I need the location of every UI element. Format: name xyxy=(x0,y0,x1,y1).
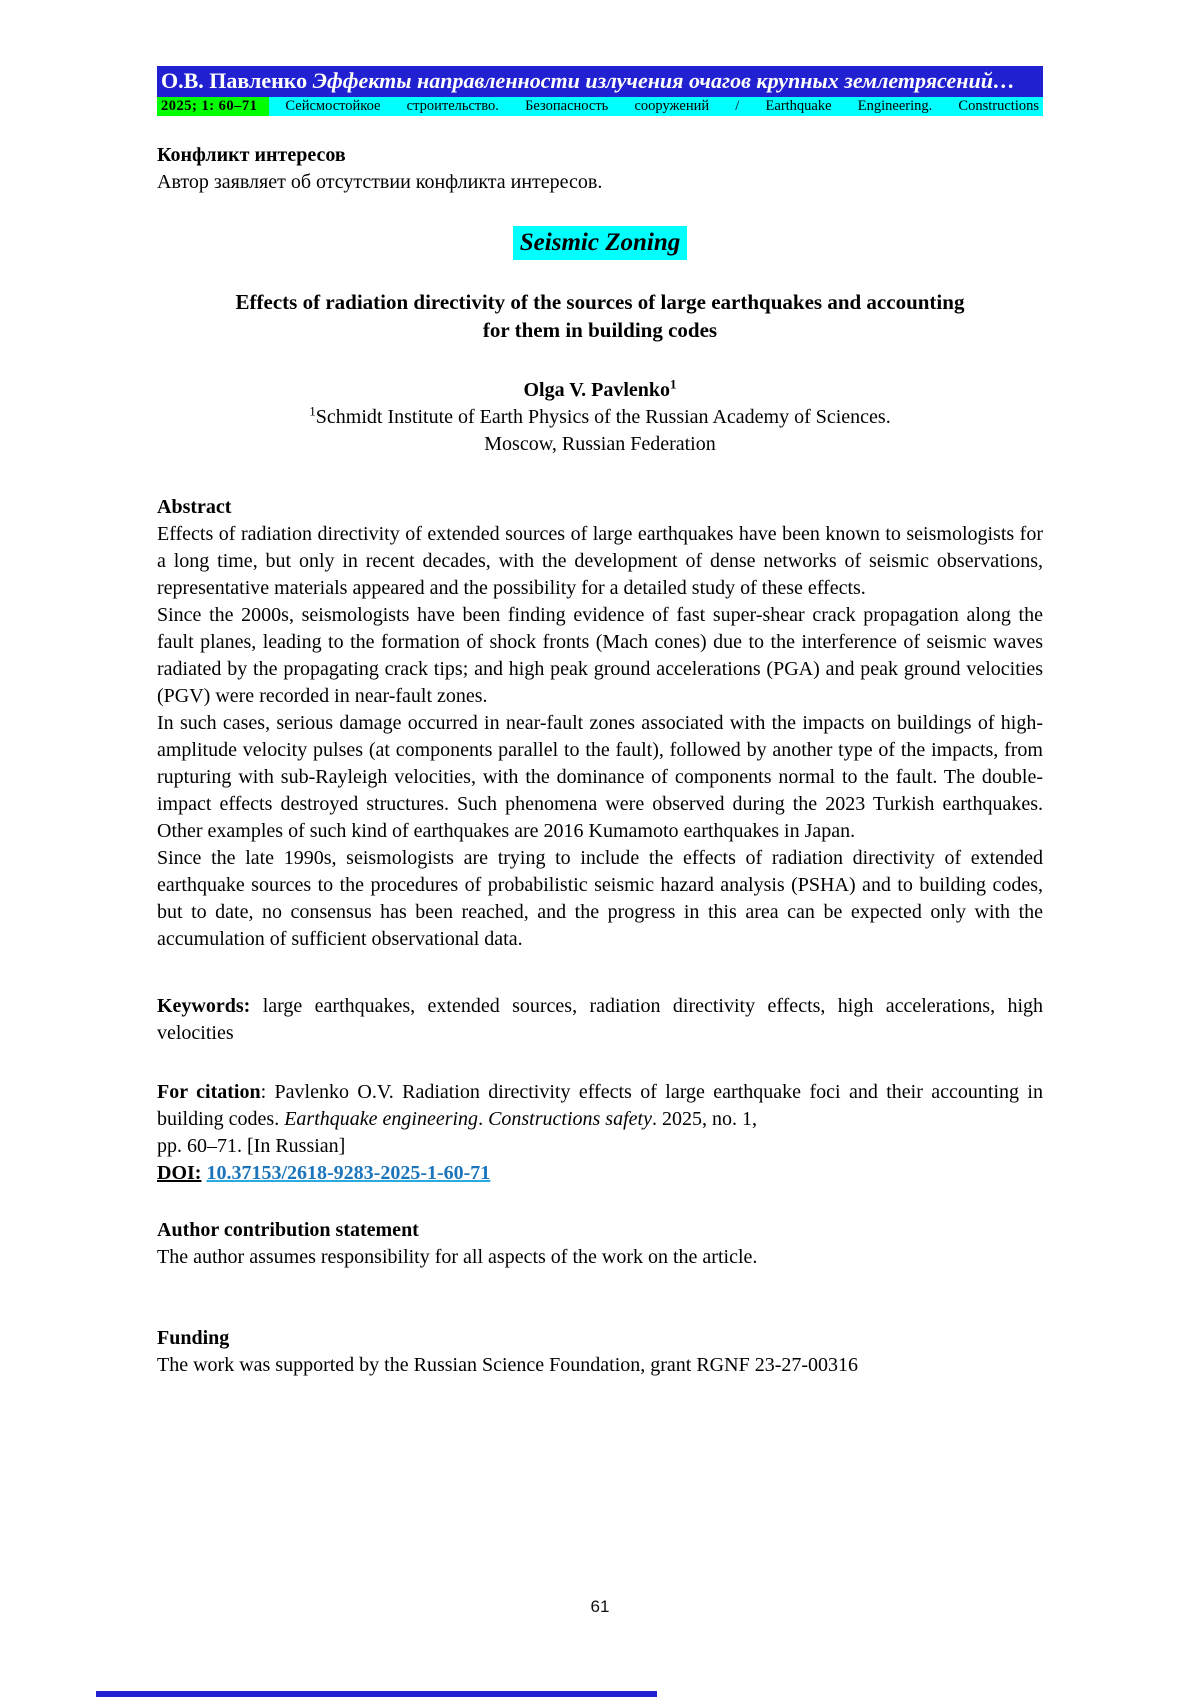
running-head-author: О.В. Павленко xyxy=(161,68,313,93)
conflict-of-interest-heading: Конфликт интересов xyxy=(157,144,346,166)
abstract-heading: Abstract xyxy=(157,496,232,518)
page-number: 61 xyxy=(590,1597,610,1616)
affiliation-city: Moscow, Russian Federation xyxy=(484,433,716,455)
citation-text-2: . 2025, no. 1, xyxy=(651,1108,757,1130)
article-title-line2: for them in building codes xyxy=(482,318,718,342)
section-label-row xyxy=(157,226,1043,260)
citation-pages-line: pp. 60–71. [In Russian] xyxy=(157,1135,346,1157)
doi-link[interactable]: 10.37153/2618-9283-2025-1-60-71 xyxy=(206,1162,491,1184)
section-label: Seismic Zoning xyxy=(513,226,687,260)
journal-name: Сейсмостойкое строительство. Безопасность сооружений / Earthquake Engineering. Constructions xyxy=(285,98,1039,114)
affiliation-name: Schmidt Institute of Earth Physics of the Russian Academy of Sciences. xyxy=(315,406,891,428)
citation-text-1: : Pavlenko O.V. Radiation directivity effects of large earthquake foci and their accounting in building codes. xyxy=(157,1081,1043,1130)
author-name: Olga V. Pavlenko xyxy=(523,379,670,401)
running-head-article-title: Эффекты направленности излучения очагов крупных землетрясений… xyxy=(312,68,1015,93)
citation-journal-en: Earthquake engineering xyxy=(284,1108,479,1130)
abstract-paragraph: Effects of radiation directivity of extended sources of large earthquakes have been known to seismologists for a long time, but only in recent decades, with the development of dense networks of seismic observations, representative materials appeared and the possibility for a detailed study of these effects. xyxy=(157,523,1043,599)
doi-line xyxy=(157,1160,1043,1187)
citation-block xyxy=(157,1079,1043,1133)
author-contribution-body: The author assumes responsibility for all aspects of the work on the article. xyxy=(157,1246,758,1268)
funding-heading: Funding xyxy=(157,1327,230,1349)
keywords-text: large earthquakes, extended sources, radiation directivity effects, high accelerations, high velocities xyxy=(157,995,1043,1044)
content-column xyxy=(157,66,1043,1379)
keywords-label: Keywords: xyxy=(157,995,251,1017)
abstract-paragraph: In such cases, serious damage occurred in near-fault zones associated with the impacts on buildings of high-amplitude velocity pulses (at components parallel to the fault), followed by another type of the impacts, from rupturing with sub-Rayleigh velocities, with the dominance of components normal to the fault. The double-impact effects destroyed structures. Such phenomena were observed during the 2023 Turkish earthquakes. Other examples of such kind of earthquakes are 2016 Kumamoto earthquakes in Japan. xyxy=(157,712,1043,842)
abstract-paragraph: Since the late 1990s, seismologists are trying to include the effects of radiation directivity of extended earthquake sources to the procedures of probabilistic seismic hazard analysis (PSHA) and to building codes, but to date, no consensus has been reached, and the progress in this area can be expected only with the accumulation of sufficient observational data. xyxy=(157,847,1043,950)
affiliation-superscript: 1 xyxy=(309,403,316,419)
issue-badge: 2025; 1: 60–71 xyxy=(157,97,269,116)
author-superscript: 1 xyxy=(670,376,677,392)
article-title xyxy=(157,288,1043,344)
citation-label: For citation xyxy=(157,1081,261,1103)
affiliation-line xyxy=(157,404,1043,431)
author-line xyxy=(157,377,1043,404)
running-head-title xyxy=(157,66,1043,97)
next-page-banner-edge xyxy=(96,1691,657,1697)
citation-journal-ru: Constructions safety xyxy=(488,1108,652,1130)
citation-separator: . xyxy=(478,1108,489,1130)
author-contribution-heading: Author contribution statement xyxy=(157,1219,419,1241)
conflict-of-interest-body: Автор заявляет об отсутствии конфликта интересов. xyxy=(157,171,603,193)
article-title-line1: Effects of radiation directivity of the sources of large earthquakes and accounting xyxy=(235,290,965,314)
running-head-journal-bar xyxy=(157,97,1043,116)
abstract-paragraph: Since the 2000s, seismologists have been finding evidence of fast super-shear crack propagation along the fault planes, leading to the formation of shock fronts (Mach cones) due to the interference of seismic waves radiated by the propagating crack tips; and high peak ground accelerations (PGA) and peak ground velocities (PGV) were recorded in near-fault zones. xyxy=(157,604,1043,707)
doi-label: DOI: xyxy=(157,1162,202,1184)
funding-body: The work was supported by the Russian Science Foundation, grant RGNF 23-27-00316 xyxy=(157,1354,859,1376)
keywords-block xyxy=(157,993,1043,1047)
